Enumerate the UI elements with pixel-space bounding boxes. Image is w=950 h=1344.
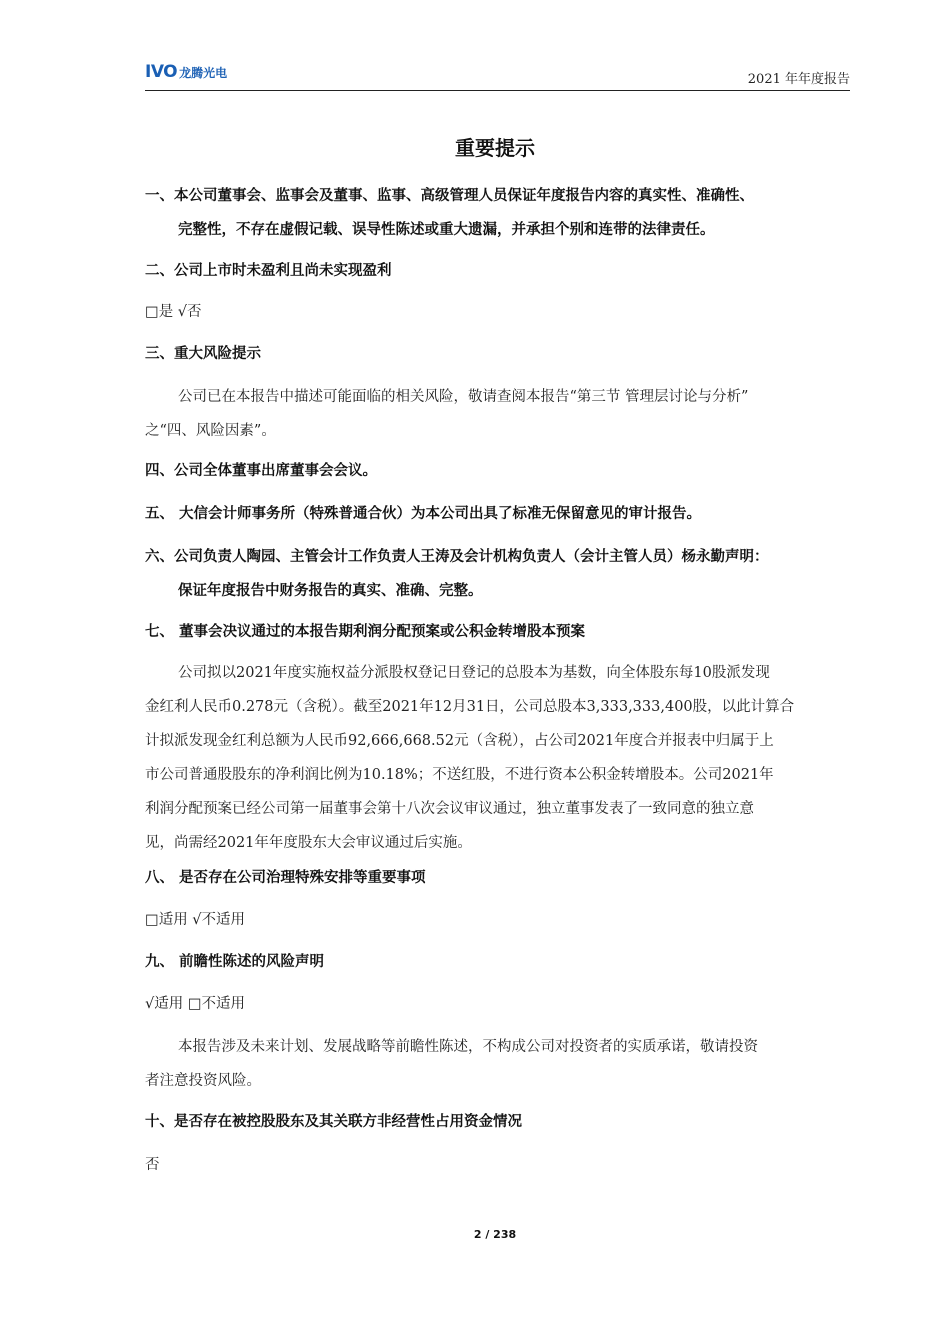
report-title: 2021 年年度报告 [747,72,850,87]
section-6-line-1: 六、公司负责人陶园、主管会计工作负责人王涛及会计机构负责人（会计主管人员）杨永勤声明： [145,549,769,565]
section-4-heading: 四、公司全体董事出席董事会会议。 [145,463,377,479]
section-6 [145,540,855,608]
section-7-body-line: 计拟派发现金红利总额为人民币92,666,668.52元（含税），占公司2021年度合并报表中归属于上 [145,733,774,749]
company-logo [145,62,227,82]
section-1 [145,179,855,247]
section-8-heading: 八、 是否存在公司治理特殊安排等重要事项 [145,870,426,886]
logo-mark: IVO [145,62,178,82]
logo-chinese-name: 龙腾光电 [179,66,228,80]
section-7-heading: 七、 董事会决议通过的本报告期利润分配预案或公积金转增股本预案 [145,624,586,640]
section-9-options: √适用 □不适用 [145,996,246,1012]
section-9-body-line-1: 本报告涉及未来计划、发展战略等前瞻性陈述，不构成公司对投资者的实质承诺，敬请投资 [178,1039,758,1055]
section-3-body-line-2: 之“四、风险因素”。 [145,423,276,439]
section-9-heading: 九、 前瞻性陈述的风险声明 [145,954,325,970]
section-7-body [145,656,850,860]
section-3-body [145,380,850,448]
section-7-body-line: 见，尚需经2021年年度股东大会审议通过后实施。 [145,835,472,851]
section-1-line-1: 一、本公司董事会、监事会及董事、监事、高级管理人员保证年度报告内容的真实性、准确性、 [145,188,754,204]
section-3-heading: 三、重大风险提示 [145,346,261,362]
section-10-answer: 否 [145,1157,160,1173]
section-10-heading: 十、是否存在被控股股东及其关联方非经营性占用资金情况 [145,1114,522,1130]
section-8-options: □适用 √不适用 [145,912,246,928]
section-3-body-line-1: 公司已在本报告中描述可能面临的相关风险，敬请查阅本报告“第三节 管理层讨论与分析” [178,389,749,405]
section-7-body-line: 公司拟以2021年度实施权益分派股权登记日登记的总股本为基数，向全体股东每10股派发现 [178,665,770,681]
section-2-options: □是 √否 [145,304,202,320]
page-title: 重要提示 [455,136,535,160]
section-5-heading: 五、 大信会计师事务所（特殊普通合伙）为本公司出具了标准无保留意见的审计报告。 [145,506,702,522]
section-7-body-line: 金红利人民币0.278元（含税）。截至2021年12月31日，公司总股本3,333,333,400股，以此计算合 [145,699,795,715]
page-header [145,62,850,91]
page-number: 2 / 238 [473,1228,517,1241]
section-2-heading: 二、公司上市时未盈利且尚未实现盈利 [145,263,392,279]
section-7-body-line: 市公司普通股股东的净利润比例为10.18%；不送红股，不进行资本公积金转增股本。公司2021年 [145,767,774,783]
section-9-body [145,1030,850,1098]
section-1-line-2: 完整性，不存在虚假记载、误导性陈述或重大遗漏，并承担个别和连带的法律责任。 [178,222,715,238]
section-7-body-line: 利润分配预案已经公司第一届董事会第十八次会议审议通过，独立董事发表了一致同意的独立意 [145,801,754,817]
section-6-line-2: 保证年度报告中财务报告的真实、准确、完整。 [178,583,483,599]
section-9-body-line-2: 者注意投资风险。 [145,1073,261,1089]
